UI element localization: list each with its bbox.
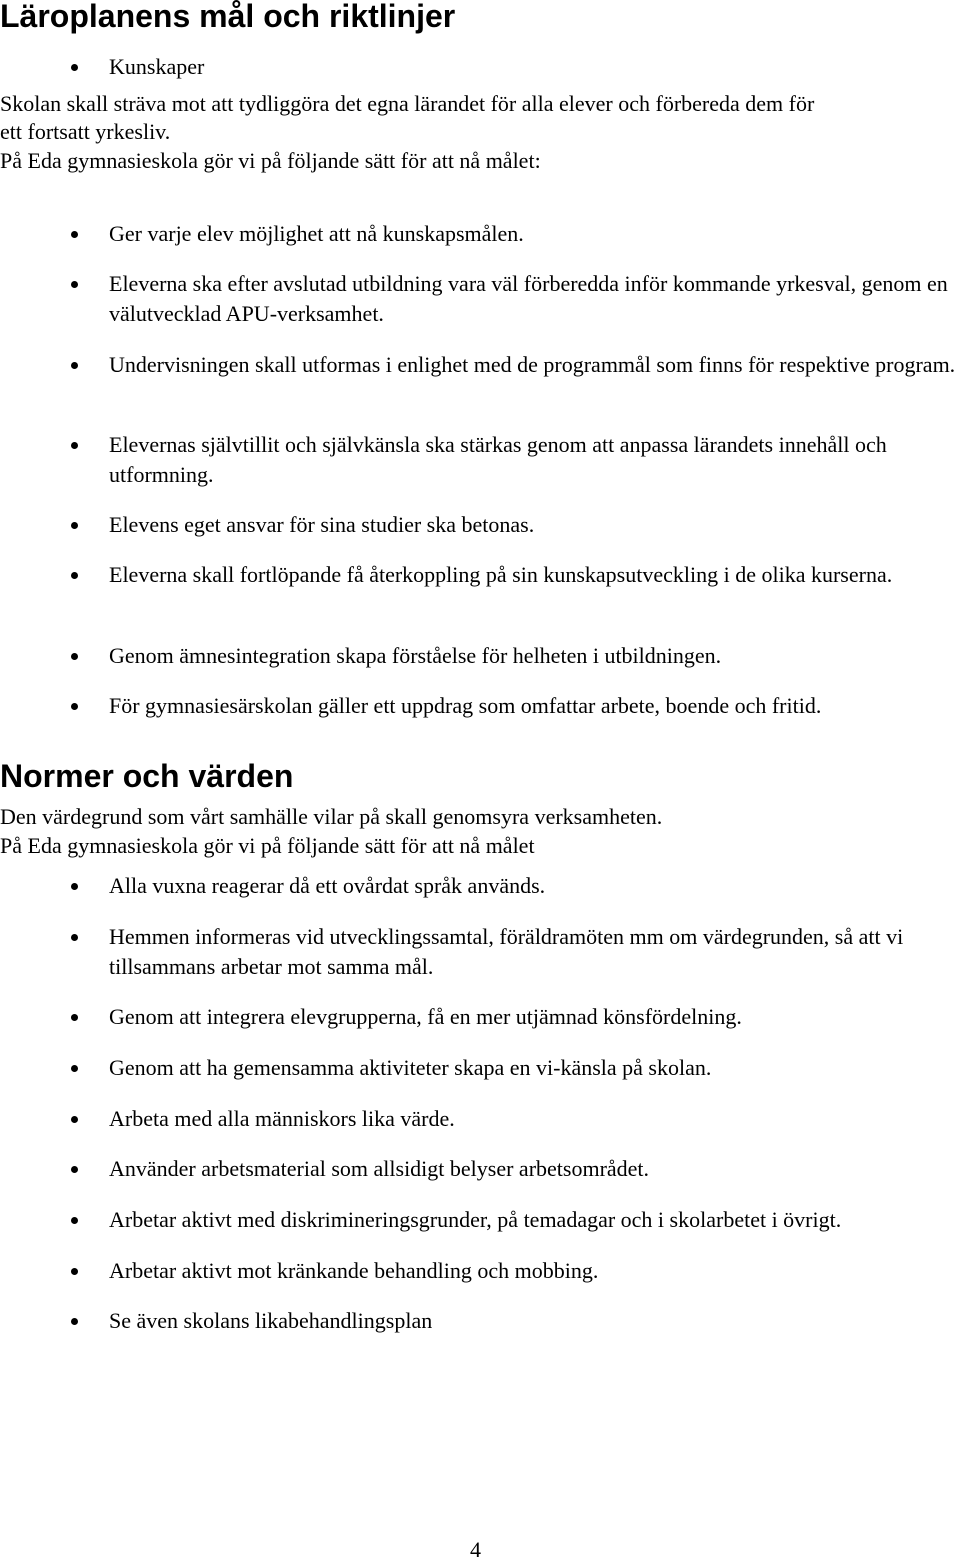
- intro-paragraph-line: På Eda gymnasieskola gör vi på följande sätt för att nå målet: [0, 833, 535, 858]
- list-item-text: Se även skolans likabehandlingsplan: [109, 1308, 433, 1333]
- bullet-icon: [71, 231, 78, 238]
- list-item-text: Ger varje elev möjlighet att nå kunskapsmålen.: [109, 221, 524, 246]
- bullet-icon: [71, 1217, 78, 1224]
- section-heading-values: Normer och värden: [0, 758, 294, 794]
- list-item-text: Genom att integrera elevgrupperna, få en mer utjämnad könsfördelning.: [109, 1004, 742, 1029]
- bullet-icon: [71, 281, 78, 288]
- bullet-icon: [71, 653, 78, 660]
- intro-paragraph-line: På Eda gymnasieskola gör vi på följande sätt för att nå målet:: [0, 148, 541, 173]
- list-item-text: Arbeta med alla människors lika värde.: [109, 1106, 455, 1131]
- bullet-icon: [71, 362, 78, 369]
- list-item-text: Arbetar aktivt mot kränkande behandling och mobbing.: [109, 1258, 599, 1283]
- intro-paragraph-line: Skolan skall sträva mot att tydliggöra det egna lärandet för alla elever och förbereda dem för: [0, 91, 815, 116]
- bullet-icon: [71, 522, 78, 529]
- page-number: 4: [470, 1537, 481, 1562]
- bullet-icon: [71, 1014, 78, 1021]
- bullet-icon: [71, 1116, 78, 1123]
- bullet-icon: [71, 64, 78, 71]
- bullet-icon: [71, 1268, 78, 1275]
- section-heading-goals: Läroplanens mål och riktlinjer: [0, 0, 456, 34]
- bullet-icon: [71, 883, 78, 890]
- bullet-icon: [71, 1318, 78, 1325]
- list-item-text: Eleverna skall fortlöpande få återkoppling på sin kunskapsutveckling i de olika kurserna.: [109, 562, 893, 587]
- intro-paragraph-line: ett fortsatt yrkesliv.: [0, 119, 171, 144]
- intro-paragraph-line: Den värdegrund som vårt samhälle vilar på skall genomsyra verksamheten.: [0, 804, 663, 829]
- list-item-text: Arbetar aktivt med diskrimineringsgrunder, på temadagar och i skolarbetet i övrigt.: [109, 1207, 842, 1232]
- list-item-text: Hemmen informeras vid utvecklingssamtal, föräldramöten mm om värdegrunden, så att vi tillsammans arbetar mot samma mål.: [109, 924, 904, 979]
- list-item-text: För gymnasiesärskolan gäller ett uppdrag som omfattar arbete, boende och fritid.: [109, 693, 822, 718]
- bullet-icon: [71, 703, 78, 710]
- bullet-icon: [71, 1166, 78, 1173]
- bullet-icon: [71, 1065, 78, 1072]
- list-item-text: Undervisningen skall utformas i enlighet med de programmål som finns för respektive program.: [109, 352, 956, 377]
- list-item-text: Genom att ha gemensamma aktiviteter skapa en vi-känsla på skolan.: [109, 1055, 712, 1080]
- list-item-text: Genom ämnesintegration skapa förståelse för helheten i utbildningen.: [109, 643, 722, 668]
- list-item-text: Eleverna ska efter avslutad utbildning vara väl förberedda inför kommande yrkesval, genom en välutvecklad APU-verksamhet.: [109, 271, 948, 326]
- list-item-text: Använder arbetsmaterial som allsidigt belyser arbetsområdet.: [109, 1156, 650, 1181]
- bullet-icon: [71, 572, 78, 579]
- list-item-text: Elevernas självtillit och självkänsla ska stärkas genom att anpassa lärandets innehåll och utformning.: [109, 432, 887, 487]
- bullet-icon: [71, 934, 78, 941]
- topic-label: Kunskaper: [109, 54, 205, 79]
- list-item-text: Elevens eget ansvar för sina studier ska betonas.: [109, 512, 535, 537]
- bullet-icon: [71, 442, 78, 449]
- list-item-text: Alla vuxna reagerar då ett ovårdat språk används.: [109, 873, 546, 898]
